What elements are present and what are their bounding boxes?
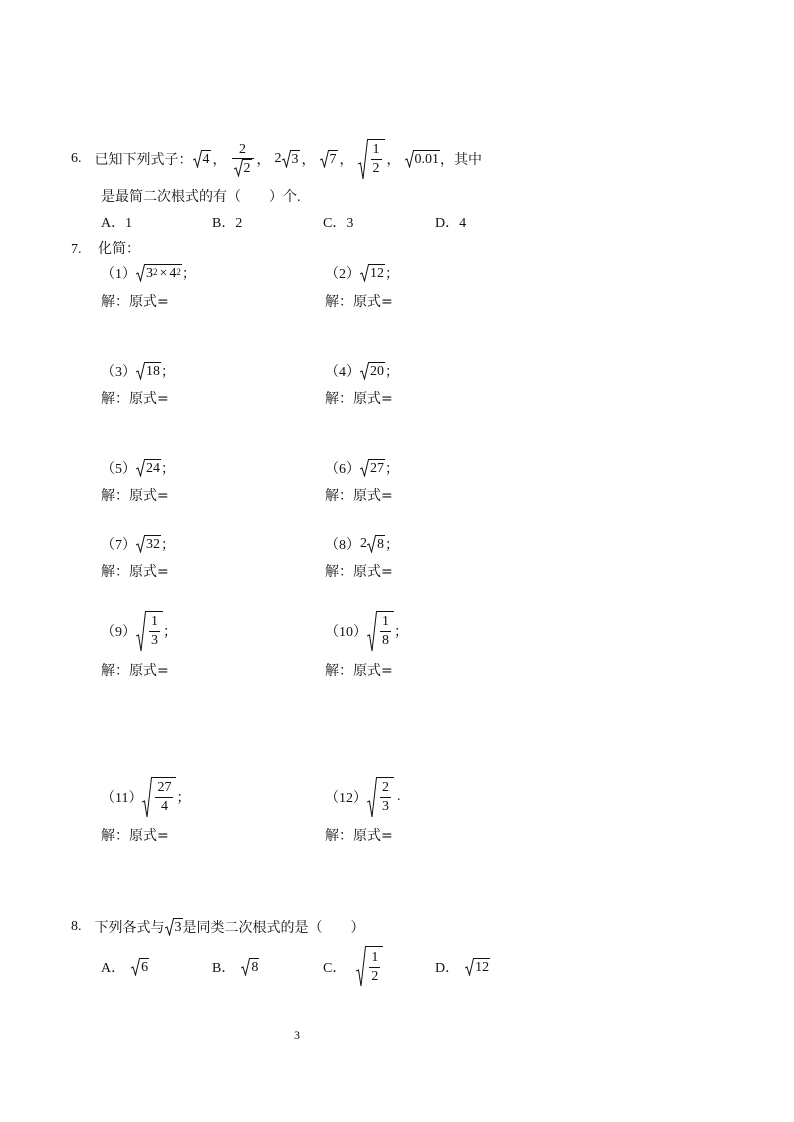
radical-sqrt-0-01: 0.01	[405, 150, 441, 168]
radical-sqrt-27: 27	[360, 459, 385, 477]
q7-item-5: （5） 24 ；	[101, 461, 175, 477]
question-8-number: 8.	[71, 919, 82, 934]
q8-option-d: D． 12	[435, 960, 490, 976]
question-8-stem: 8. 下列各式与 3 是同类二次根式的是（ ）	[71, 919, 365, 936]
question-6-line-1: 6. 已知下列式子： 4 ， $\frac{2}{2}$ ， 2 3 ， 7 ， $\frac{1}{2}$ ， 0.01 ，其中	[71, 139, 482, 179]
radical-sqrt-27-over-4: $\frac{27}{4}$	[142, 777, 176, 818]
radical-sqrt-4: 4	[193, 150, 211, 168]
radical-sqrt-24: 24	[136, 459, 161, 477]
question-7-title: 化简：	[98, 242, 140, 257]
answer-line-3: 解：原式=	[101, 391, 169, 407]
radical-sqrt-8-option: 8	[241, 958, 259, 976]
question-6-line-2: 是最简二次根式的有（ ）个.	[101, 190, 301, 205]
q7-item-4: （4） 20 ；	[325, 364, 399, 380]
q8-option-b: B． 8	[212, 960, 259, 976]
radical-sqrt-7: 7	[320, 150, 338, 168]
radical-sqrt-1-over-3: $\frac{1}{3}$	[136, 611, 163, 652]
option-d: D．4	[435, 216, 467, 231]
radical-sqrt-6: 6	[131, 958, 149, 976]
radical-sqrt-12: 12	[360, 264, 385, 282]
radical-sqrt-8: 8	[367, 535, 385, 553]
answer-line-8: 解：原式=	[325, 564, 393, 580]
option-c: C．3	[323, 216, 354, 231]
answer-line-12: 解：原式=	[325, 828, 393, 844]
radical-sqrt-3sq-times-4sq: 3 $^2$ × 4 $^2$	[136, 264, 182, 282]
q7-item-10: （10） $\frac{1}{8}$ ；	[325, 610, 408, 652]
question-8-options	[101, 946, 521, 990]
q7-item-9: （9） $\frac{1}{3}$ ；	[101, 610, 177, 652]
question-7-number: 7.	[71, 242, 82, 257]
answer-line-2: 解：原式=	[325, 294, 393, 310]
q7-item-6: （6） 27 ；	[325, 461, 399, 477]
radical-sqrt-1-over-2-option: $\frac{1}{2}$	[356, 946, 383, 987]
q7-item-12: （12） $\frac{2}{3}$ .	[325, 776, 401, 818]
answer-line-6: 解：原式=	[325, 488, 393, 504]
option-b: B．2	[212, 216, 243, 231]
q7-item-8: （8） 2 8 ；	[325, 536, 399, 553]
q7-item-11: （11） $\frac{27}{4}$ ；	[101, 776, 190, 818]
q8-option-c: C． $\frac{1}{2}$	[323, 946, 383, 987]
answer-line-5: 解：原式=	[101, 488, 169, 504]
radical-sqrt-1-over-8: $\frac{1}{8}$	[367, 611, 394, 652]
q7-item-1: （1） 3 $^2$ × 4 $^2$ ；	[101, 266, 196, 282]
radical-sqrt-12-option: 12	[465, 958, 490, 976]
answer-line-1: 解：原式=	[101, 294, 169, 310]
radical-sqrt-2: 2	[234, 159, 252, 177]
q7-item-2: （2） 12 ；	[325, 266, 399, 282]
radical-sqrt-20: 20	[360, 362, 385, 380]
q7-item-3: （3） 18 ；	[101, 364, 175, 380]
answer-line-9: 解：原式=	[101, 663, 169, 679]
radical-sqrt-3: 3	[282, 150, 300, 168]
page-number: 3	[294, 1028, 300, 1042]
radical-sqrt-1-over-2: $\frac{1}{2}$	[358, 139, 385, 180]
question-6-intro: 已知下列式子：	[94, 153, 193, 168]
answer-line-11: 解：原式=	[101, 828, 169, 844]
radical-sqrt-3-stem: 3	[165, 918, 183, 936]
radical-sqrt-2-over-3: $\frac{2}{3}$	[367, 777, 394, 818]
q8-option-a: A． 6	[101, 960, 149, 976]
answer-line-4: 解：原式=	[325, 391, 393, 407]
q7-item-7: （7） 32 ；	[101, 537, 175, 553]
option-a: A．1	[101, 216, 133, 231]
fraction-2-over-sqrt2: $\frac{2}{2}$	[232, 142, 254, 177]
radical-sqrt-32: 32	[136, 535, 161, 553]
answer-line-10: 解：原式=	[325, 663, 393, 679]
question-7-header	[71, 238, 140, 258]
radical-sqrt-18: 18	[136, 362, 161, 380]
question-6-number: 6.	[71, 151, 82, 166]
answer-line-7: 解：原式=	[101, 564, 169, 580]
